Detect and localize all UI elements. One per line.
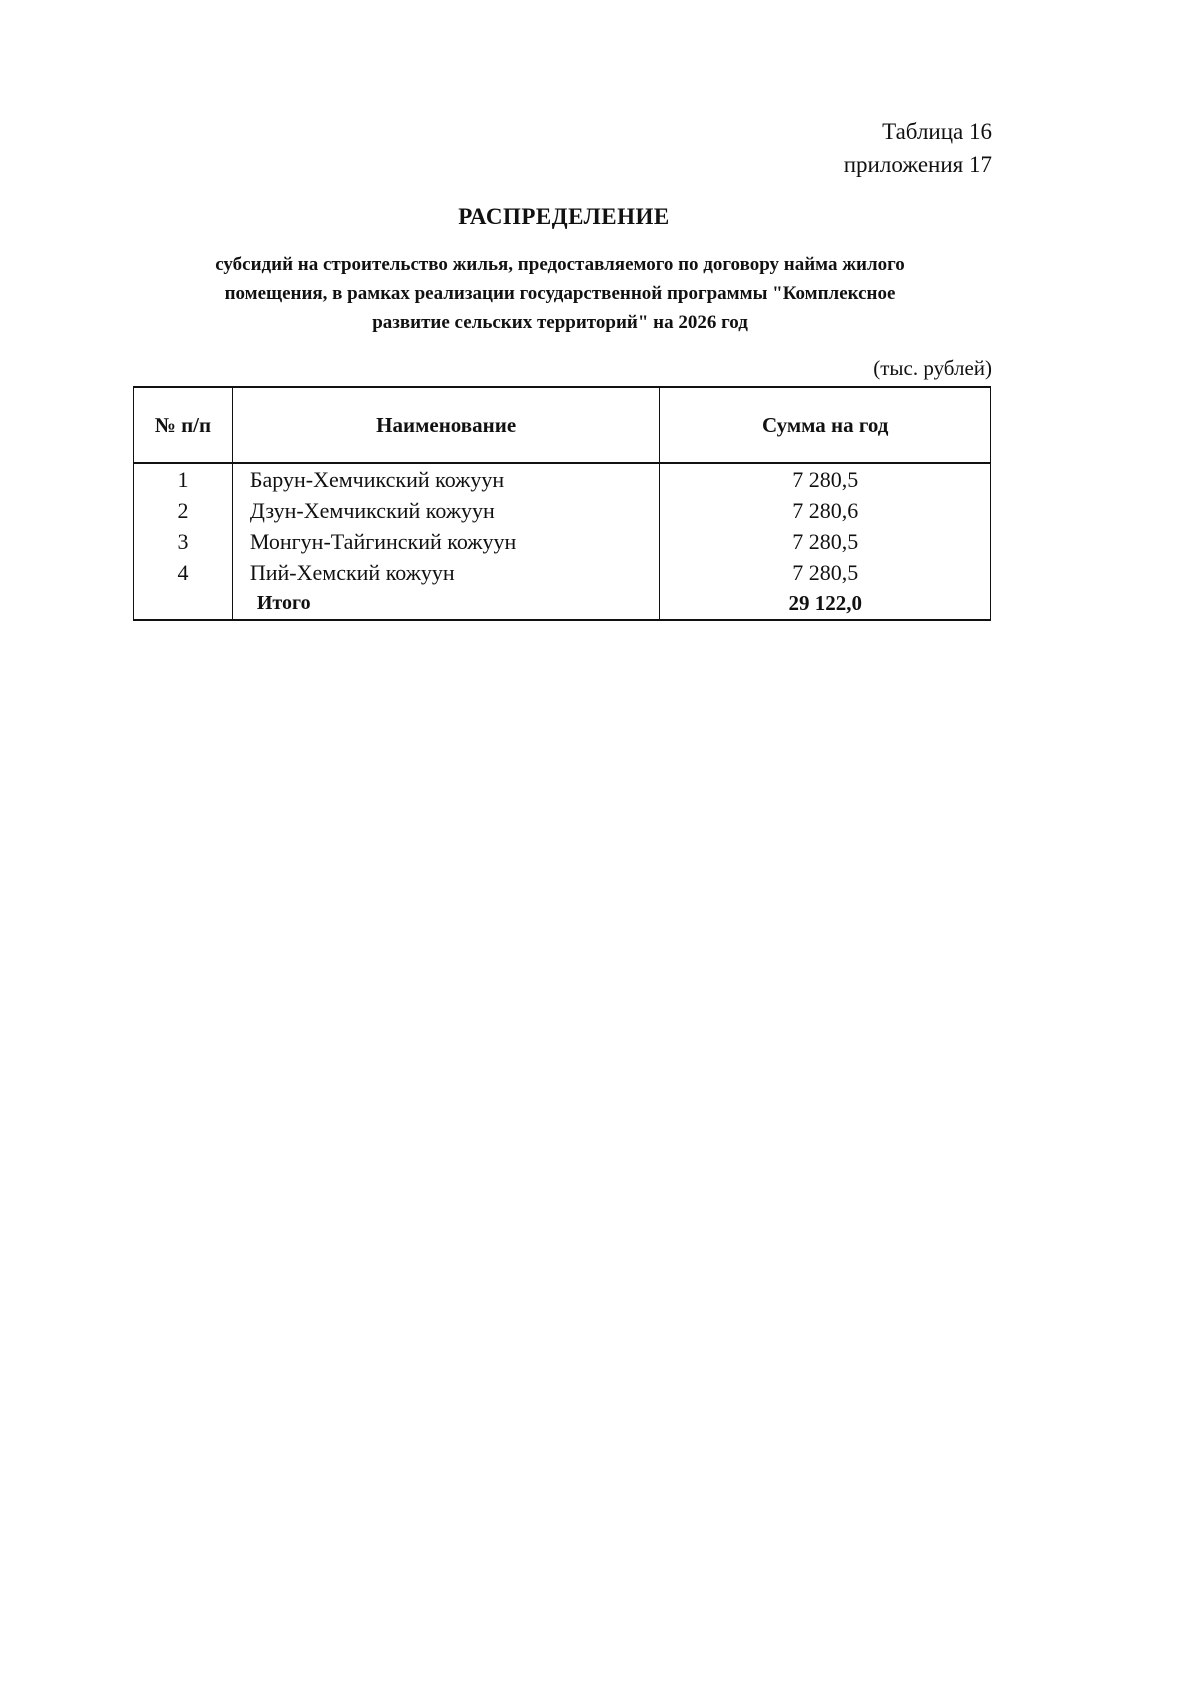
appendix-reference: приложения 17 [843,152,992,177]
row-name: Дзун-Хемчикский кожуун [232,495,660,526]
total-number-cell [134,588,233,620]
row-name: Монгун-Тайгинский кожуун [232,526,660,557]
subtitle-line: субсидий на строительство жилья, предоставляемого по договору найма жилого [215,254,905,275]
subtitle-line: развитие сельских территорий" на 2026 год [372,312,748,333]
row-sum: 7 280,5 [660,557,991,588]
header-sum: Сумма на год [660,387,991,463]
table-row [134,526,991,557]
total-row [134,588,991,620]
row-number: 2 [134,495,233,526]
table-reference: Таблица 16 [882,119,992,144]
header-number: № п/п [134,387,233,463]
total-label: Итого [232,588,660,620]
table-header-row [134,387,991,463]
row-sum: 7 280,5 [660,463,991,495]
table-row [134,495,991,526]
row-sum: 7 280,6 [660,495,991,526]
row-number: 3 [134,526,233,557]
header-name: Наименование [232,387,660,463]
table-row [134,463,991,495]
row-number: 1 [134,463,233,495]
row-name: Барун-Хемчикский кожуун [232,463,660,495]
document-subtitle [140,250,980,337]
row-name: Пий-Хемский кожуун [232,557,660,588]
document-title: РАСПРЕДЕЛЕНИЕ [458,204,670,229]
subtitle-line: помещения, в рамках реализации государственной программы "Комплексное [224,283,896,304]
units-label: (тыс. рублей) [873,356,992,380]
row-sum: 7 280,5 [660,526,991,557]
total-sum: 29 122,0 [660,588,991,620]
distribution-table [133,386,991,621]
row-number: 4 [134,557,233,588]
table-row [134,557,991,588]
